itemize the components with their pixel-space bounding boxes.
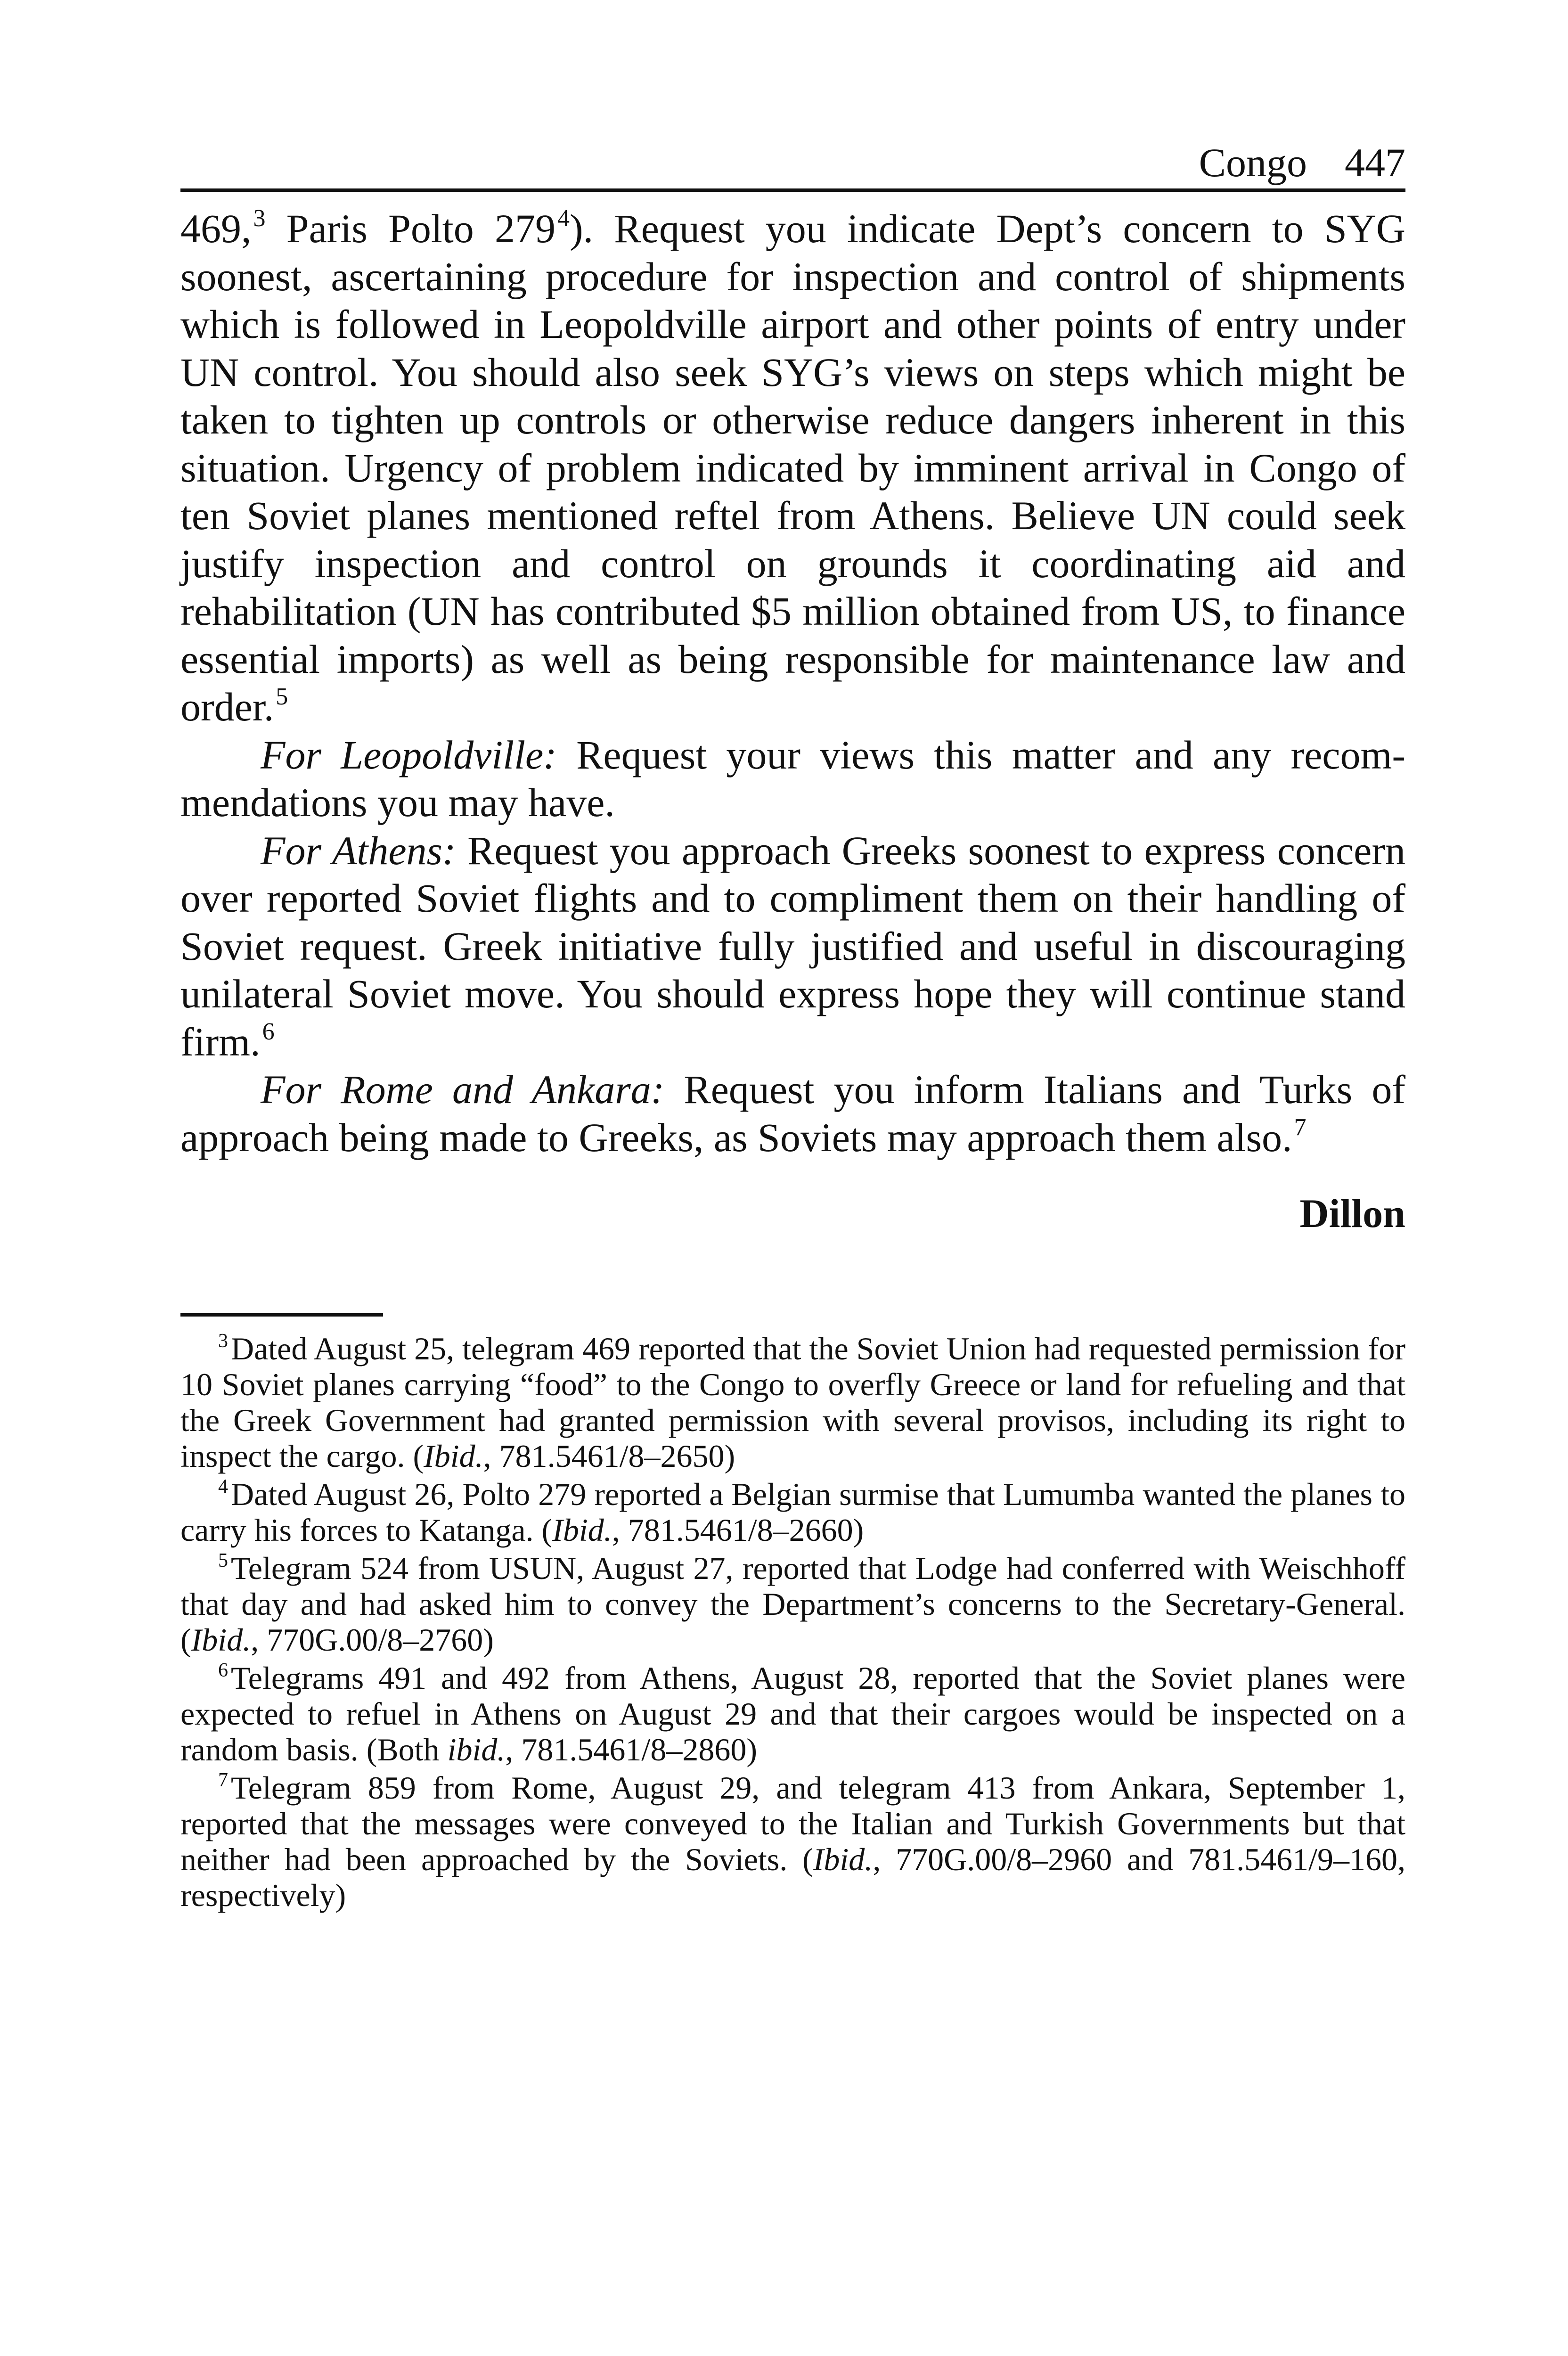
document-page	[180, 137, 1405, 1915]
body-text-span: 469,	[180, 206, 252, 251]
addressee-rome-ankara: For Rome and Ankara:	[261, 1067, 665, 1112]
footnote-number: 7	[218, 1769, 228, 1791]
body-paragraph-2	[180, 731, 1405, 827]
footnote-ref-5[interactable]: 5	[276, 683, 288, 710]
running-head-title: Congo	[1199, 140, 1307, 185]
footnote-text: Dated August 25, telegram 469 reported that the Soviet Union had requested permission for 10 Soviet planes carrying “food” to the Congo to overfly Greece or land for refueling and that the Greek Government had granted permission with several provisos, including its right to inspect the cargo. (	[180, 1330, 1405, 1474]
page-number: 447	[1345, 140, 1405, 185]
footnote-ibid: Ibid.	[552, 1512, 612, 1548]
footnote-5	[180, 1550, 1405, 1658]
running-head	[180, 137, 1405, 192]
footnote-number: 3	[218, 1330, 228, 1352]
body-paragraph-4	[180, 1066, 1405, 1162]
footnote-ref-4[interactable]: 4	[557, 205, 570, 232]
body-paragraph-3	[180, 827, 1405, 1066]
signature: Dillon	[1299, 1191, 1405, 1236]
footnote-text: Telegram 859 from Rome, August 29, and telegram 413 from Ankara, September 1, reported that the messages were conveyed to the Italian and Turkish Governments but that neither had been approached by the Soviets. (	[180, 1769, 1405, 1877]
footnote-4	[180, 1476, 1405, 1548]
footnote-6	[180, 1660, 1405, 1767]
footnote-text: , 781.5461/8–2860)	[505, 1731, 757, 1767]
footnote-text: Dated August 26, Polto 279 reported a Belgian surmise that Lumumba wanted the planes to carry his forces to Katanga. (	[180, 1476, 1405, 1548]
body-text-span: Request you inform Italians and Turks of approach being made to Greeks, as Soviets may approach them also.	[180, 1067, 1405, 1160]
footnote-ibid: Ibid.	[191, 1621, 251, 1658]
footnote-text: , 770G.00/8–2960 and 781.5461/9–160, respectively)	[180, 1841, 1405, 1913]
footnote-7	[180, 1770, 1405, 1913]
footnote-text: Telegram 524 from USUN, August 27, reported that Lodge had conferred with Weischhoff that day and had asked him to convey the Department’s concerns to the Secretary-General. (	[180, 1550, 1405, 1658]
footnote-ibid: Ibid.	[424, 1438, 483, 1474]
footnote-number: 6	[218, 1659, 228, 1681]
footnote-number: 4	[218, 1475, 228, 1497]
body-text-span: ). Request you indicate Dept’s concern to SYG soonest, ascertaining procedure for inspection and control of shipments which is followed in Leopoldville airport and other points of entry under UN control. You should also seek SYG’s views on steps which might be taken to tighten up controls or otherwise reduce dangers inherent in this situation. Urgency of problem indicated by imminent arrival in Congo of ten Soviet planes mentioned reftel from Athens. Believe UN could seek justify inspection and control on grounds it coordinating aid and rehabilitation (UN has contributed $5 million obtained from US, to finance essential imports) as well as being responsible for maintenance law and order.	[180, 206, 1406, 729]
footnote-ref-6[interactable]: 6	[262, 1018, 275, 1045]
addressee-athens: For Athens:	[261, 827, 456, 873]
footnote-ref-3[interactable]: 3	[253, 205, 266, 232]
footnote-divider	[180, 1313, 383, 1317]
footnote-text: Telegrams 491 and 492 from Athens, August 28, reported that the Soviet planes were expected to refuel in Athens on August 29 and that their cargoes would be inspected on a random basis. (Both	[180, 1660, 1405, 1767]
body-text-span: Request your views this matter and any recommendations you may have.	[180, 732, 1405, 825]
footnote-text: , 770G.00/8–2760)	[251, 1621, 494, 1658]
footnote-3	[180, 1331, 1405, 1474]
footnote-text: , 781.5461/8–2650)	[483, 1438, 735, 1474]
body-paragraph-1	[180, 205, 1405, 731]
body-text	[180, 205, 1405, 1162]
footnote-ref-7[interactable]: 7	[1294, 1113, 1307, 1141]
addressee-leopoldville: For Leopoldville:	[261, 732, 557, 777]
footnote-ibid: ibid.	[447, 1731, 506, 1767]
body-text-span: Paris Polto 279	[265, 206, 555, 251]
footnote-number: 5	[218, 1549, 228, 1571]
footnotes	[180, 1331, 1405, 1913]
footnote-text: , 781.5461/8–2660)	[612, 1512, 864, 1548]
body-text-span: Request you approach Greeks soonest to express concern over reported Soviet flights and to compliment them on their handling of Soviet request. Greek initiative fully justified and useful in discouraging unilateral Soviet move. You should express hope they will continue stand firm.	[180, 827, 1405, 1064]
footnote-ibid: Ibid.	[813, 1841, 873, 1877]
